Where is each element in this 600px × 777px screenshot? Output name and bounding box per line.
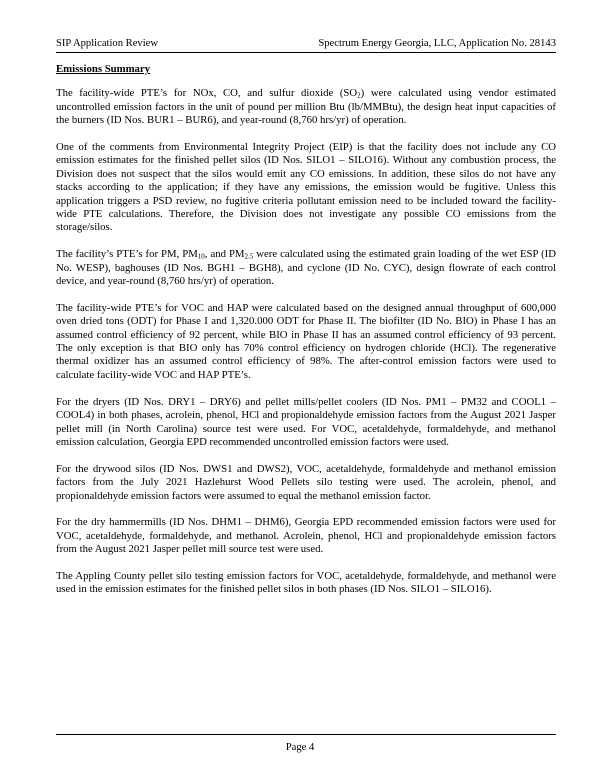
p3-text-a: The facility’s PTE’s for PM, PM [56,248,198,261]
header-divider [56,52,556,53]
paragraph-finished-pellet-silos: The Appling County pellet silo testing emission factors for VOC, acetaldehyde, formaldehyde, and methanol were used in the emission estimates for the finished pellet silos in both phases (ID Nos. SILO1 – SILO16). [56,569,556,596]
section-heading: Emissions Summary [56,63,151,75]
paragraph-dry-hammermills: For the dry hammermills (ID Nos. DHM1 – DHM6), Georgia EPD recommended emission factors were used for VOC, acetaldehyde, formaldehyde, and methanol. Acrolein, phenol, HCl and propionaldehyde emission factors from the August 2021 Jasper pellet mill source test were used. [56,516,556,556]
page-number: Page 4 [285,742,315,753]
footer-divider [56,734,556,735]
p3-text-b: , and PM [204,248,245,261]
header-right: Spectrum Energy Georgia, LLC, Application No. 28143 [318,38,556,49]
paragraph-voc-hap-pte: The facility-wide PTE’s for VOC and HAP were calculated based on the designed annual throughput of 600,000 oven dried tons (ODT) for Phase I and 1,320.000 ODT for Phase II. The biofilter (ID No. BIO) in Phase I has an assumed control efficiency of 92 percent, while BIO in Phase II has an assumed control efficiency of 93 percent. The only exception is that BIO only has 70% control efficiency on hydrogen chloride (HCl). The regenerative thermal oxidizer has an assumed control efficiency of 98%. The after-control emission factors were used to calculate facility-wide VOC and HAP PTE’s. [56,301,556,381]
paragraph-drywood-silos: For the drywood silos (ID Nos. DWS1 and DWS2), VOC, acetaldehyde, formaldehyde and methanol emission factors from the July 2021 Hazlehurst Wood Pellets silo testing were used. The acrolein, phenol, and propionaldehyde emission factors were assumed to equal the methanol emission factor. [56,462,556,502]
paragraph-pm-pte [56,248,556,288]
paragraph-dryers-pellet-mills: For the dryers (ID Nos. DRY1 – DRY6) and pellet mills/pellet coolers (ID Nos. PM1 – PM32 and COOL1 – COOL4) in both phases, acrolein, phenol, HCl and propionaldehyde emission factors from the August 2021 Jasper pellet mill (in North Carolina) source test were used. For VOC, acetaldehyde, formaldehyde, and methanol emission calculation, Georgia EPD recommended uncontrolled emission factors were used. [56,395,556,448]
p3-text-c: were calculated using the estimated grain loading of the wet ESP (ID No. WESP), baghouses (ID Nos. BGH1 – BGH8), and cyclone (ID No. CYC), design flowrate of each control device, and year-round (8,760 hrs/yr) of operation. [56,248,556,288]
p1-text-b: ) were calculated using vendor estimated uncontrolled emission factors in the unit of pound per million Btu (lb/MMBtu), the design heat input capacities of the burners (ID Nos. BUR1 – BUR6), and year-round (8,760 hrs/yr) of operation. [56,87,557,127]
p3-subscript-2: 2.5 [244,252,254,261]
header-left: SIP Application Review [56,38,159,49]
p1-text-a: The facility-wide PTE’s for NOx, CO, and sulfur dioxide (SO [56,87,358,100]
paragraph-criteria-pte [56,87,556,127]
p1-subscript: 2 [357,91,361,100]
page-header [56,37,556,50]
p3-subscript-1: 10 [197,252,205,261]
paragraph-eip-comment: One of the comments from Environmental Integrity Project (EIP) is that the facility does not include any CO emission estimates for the finished pellet silos (ID Nos. SILO1 – SILO16). Without any combustion process, the Division does not suspect that the silos would emit any CO emissions. In addition, these silos do not have any stacks according to the application; if they have any emissions, the emission would be fugitive. Unless this application triggers a PSD review, no fugitive criteria pollutant emission need to be included toward the facility-wide PTE calculations. Therefore, the Division does not investigate any possible CO emissions from the storage/silos. [56,141,556,234]
document-body [56,63,556,610]
